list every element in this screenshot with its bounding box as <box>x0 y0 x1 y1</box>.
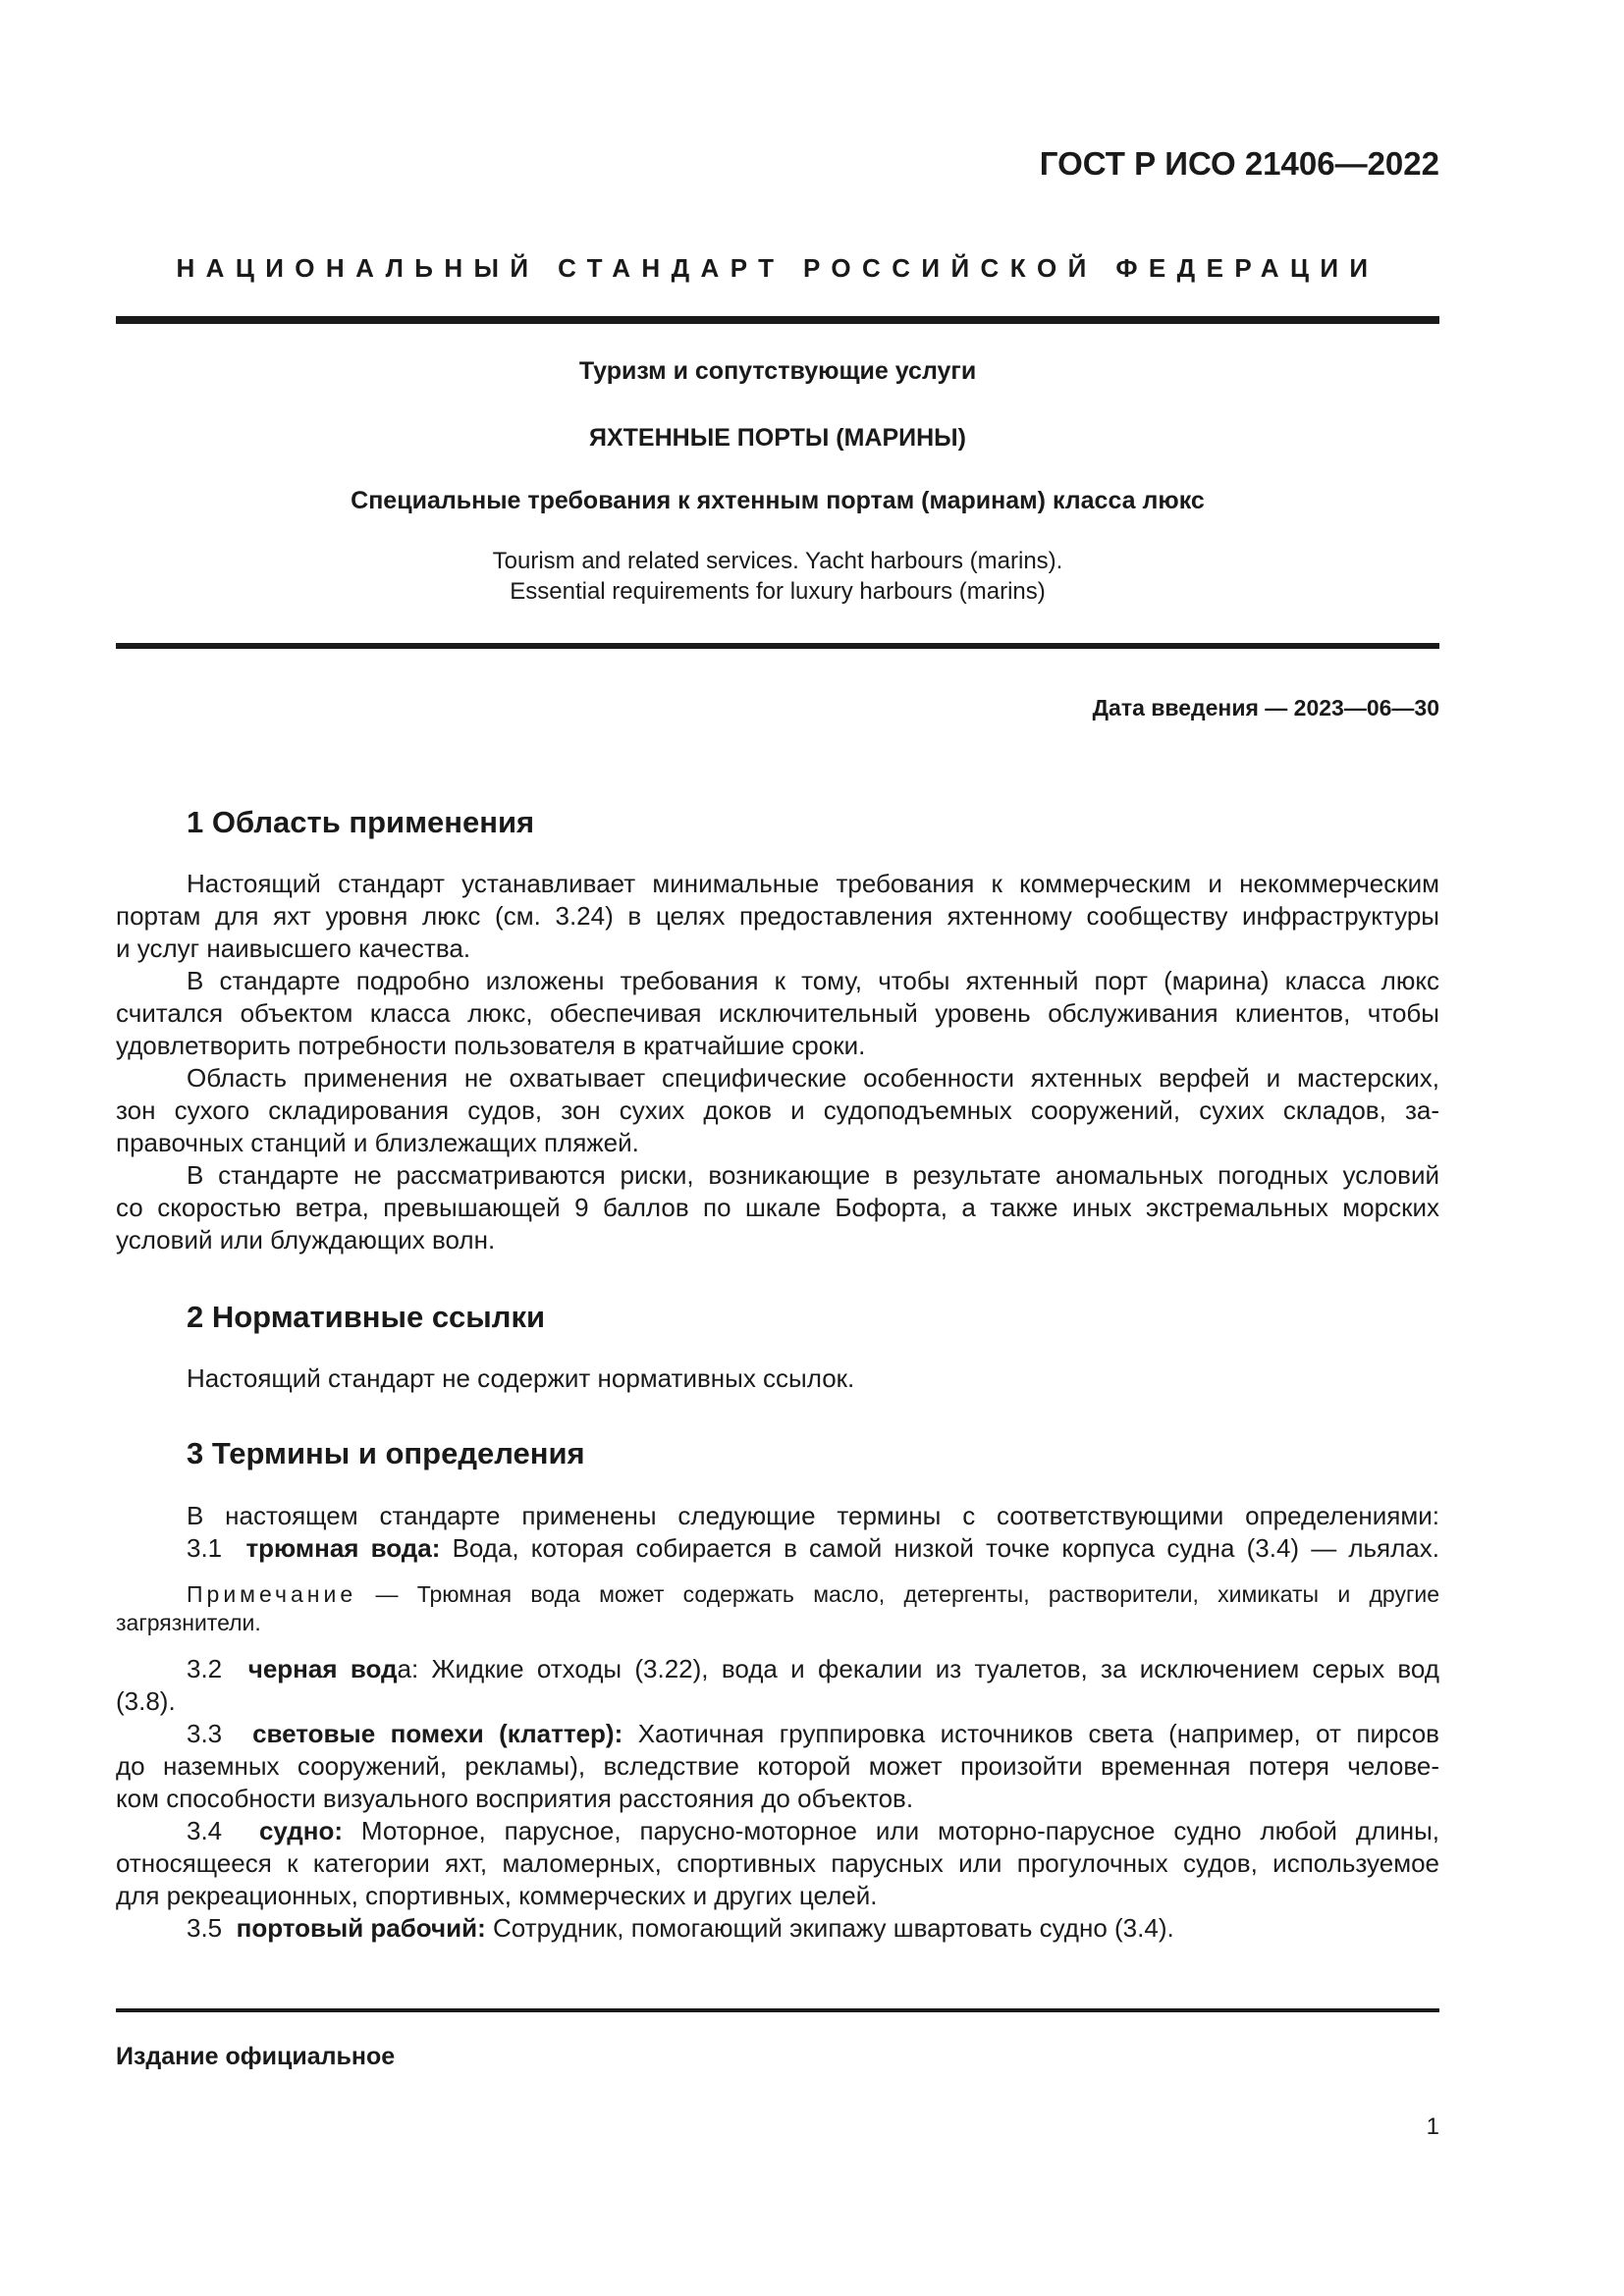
paragraph-line: ком способности визуального восприятия расстояния до объектов. <box>116 1784 914 1813</box>
paragraph-line: для рекреационных, спортивных, коммерческих и других целей. <box>116 1881 878 1910</box>
term-number: 3.3 <box>187 1719 223 1748</box>
introduction-date: Дата введения — 2023—06—30 <box>1092 695 1439 721</box>
document-number: ГОСТ Р ИСО 21406—2022 <box>1039 145 1439 182</box>
paragraph-line: Область применения не охватывает специфические особенности яхтенных верфей и мастерских, <box>187 1063 1439 1093</box>
paragraph-line: В стандарте не рассматриваются риски, возникающие в результате аномальных погодных условий <box>187 1160 1439 1190</box>
term-name-end: а: <box>397 1654 419 1683</box>
term-definition: Моторное, парусное, парусно-моторное или моторно-парусное судно любой длины, <box>360 1816 1439 1845</box>
page-number: 1 <box>1426 2113 1439 2140</box>
paragraph-line: удовлетворить потребности пользователя в кратчайшие сроки. <box>116 1031 866 1060</box>
paragraph-line: В стандарте подробно изложены требования к тому, чтобы яхтенный порт (марина) класса люкс <box>187 966 1439 995</box>
term-3-1 <box>187 1532 1439 1564</box>
title-english-2: Essential requirements for luxury harbours (marins) <box>510 578 1046 605</box>
national-standard-banner: НАЦИОНАЛЬНЫЙ СТАНДАРТ РОССИЙСКОЙ ФЕДЕРАЦИИ <box>176 253 1380 283</box>
paragraph-line: портам для яхт уровня люкс (см. 3.24) в целях предоставления яхтенному сообществу инфраструктуры <box>116 901 1439 931</box>
term-name: трюмная вода: <box>245 1533 441 1563</box>
official-edition-label: Издание официальное <box>116 2043 396 2070</box>
term-definition: Хаотичная группировка источников света (например, от пирсов <box>637 1719 1439 1748</box>
title-subtitle: Специальные требования к яхтенным портам (маринам) класса люкс <box>351 487 1205 514</box>
term-number: 3.4 <box>187 1816 223 1845</box>
term-definition: Сотрудник, помогающий экипажу швартовать судно (3.4). <box>493 1913 1174 1943</box>
term-name: портовый рабочий: <box>236 1913 486 1943</box>
note-line: загрязнители. <box>116 1610 261 1635</box>
title-main: ЯХТЕННЫЕ ПОРТЫ (МАРИНЫ) <box>589 424 966 452</box>
note-line <box>187 1578 1439 1610</box>
paragraph-line: Настоящий стандарт устанавливает минимальные требования к коммерческим и некоммерческим <box>187 869 1439 898</box>
footer-rule <box>116 2008 1439 2012</box>
section-2-heading: 2 Нормативные ссылки <box>187 1300 546 1334</box>
paragraph-line: со скоростью ветра, превышающей 9 баллов по шкале Бофорта, а также иных экстремальных морских <box>116 1193 1439 1222</box>
paragraph-line: и услуг наивысшего качества. <box>116 934 471 963</box>
term-3-3 <box>187 1718 1439 1749</box>
section-1-heading: 1 Область применения <box>187 805 535 839</box>
term-name: световые помехи (клаттер): <box>252 1719 623 1748</box>
note-label: Примечание <box>187 1581 357 1607</box>
term-definition: Вода, которая собирается в самой низкой точке корпуса судна (3.4) — льялах. <box>452 1533 1439 1563</box>
section-3-heading: 3 Термины и определения <box>187 1436 585 1470</box>
paragraph-line: В настоящем стандарте применены следующие термины с соответствующими определениями: <box>187 1501 1439 1530</box>
top-rule <box>116 316 1439 324</box>
paragraph-line: правочных станций и близлежащих пляжей. <box>116 1128 639 1157</box>
term-3-2 <box>187 1653 1439 1684</box>
title-topic: Туризм и сопутствующие услуги <box>578 357 977 385</box>
term-number: 3.1 <box>187 1533 223 1563</box>
term-name: судно: <box>258 1816 343 1845</box>
term-3-4 <box>187 1815 1439 1846</box>
term-name: черная вод <box>247 1654 398 1683</box>
paragraph-line: до наземных сооружений, рекламы), вследствие которой может произойти временная потеря челове- <box>116 1751 1439 1781</box>
paragraph-line: зон сухого складирования судов, зон сухих доков и судоподъемных сооружений, сухих складов, за- <box>116 1095 1439 1125</box>
term-number: 3.5 <box>187 1913 223 1943</box>
paragraph-line: относящееся к категории яхт, маломерных, спортивных парусных или прогулочных судов, используемое <box>116 1848 1439 1878</box>
paragraph-line: условий или блуждающих волн. <box>116 1225 496 1255</box>
title-english-1: Tourism and related services. Yacht harbours (marins). <box>492 548 1063 574</box>
paragraph-line: (3.8). <box>116 1686 176 1716</box>
paragraph-line: Настоящий стандарт не содержит нормативных ссылок. <box>187 1363 855 1393</box>
title-rule <box>116 643 1439 649</box>
note-text: — Трюмная вода может содержать масло, детергенты, растворители, химикаты и другие <box>375 1581 1439 1607</box>
term-number: 3.2 <box>187 1654 223 1683</box>
term-definition: Жидкие отходы (3.22), вода и фекалии из туалетов, за исключением серых вод <box>431 1654 1439 1683</box>
paragraph-line: считался объектом класса люкс, обеспечивая исключительный уровень обслуживания клиентов, чтобы <box>116 998 1439 1028</box>
term-3-5 <box>187 1912 1439 1944</box>
